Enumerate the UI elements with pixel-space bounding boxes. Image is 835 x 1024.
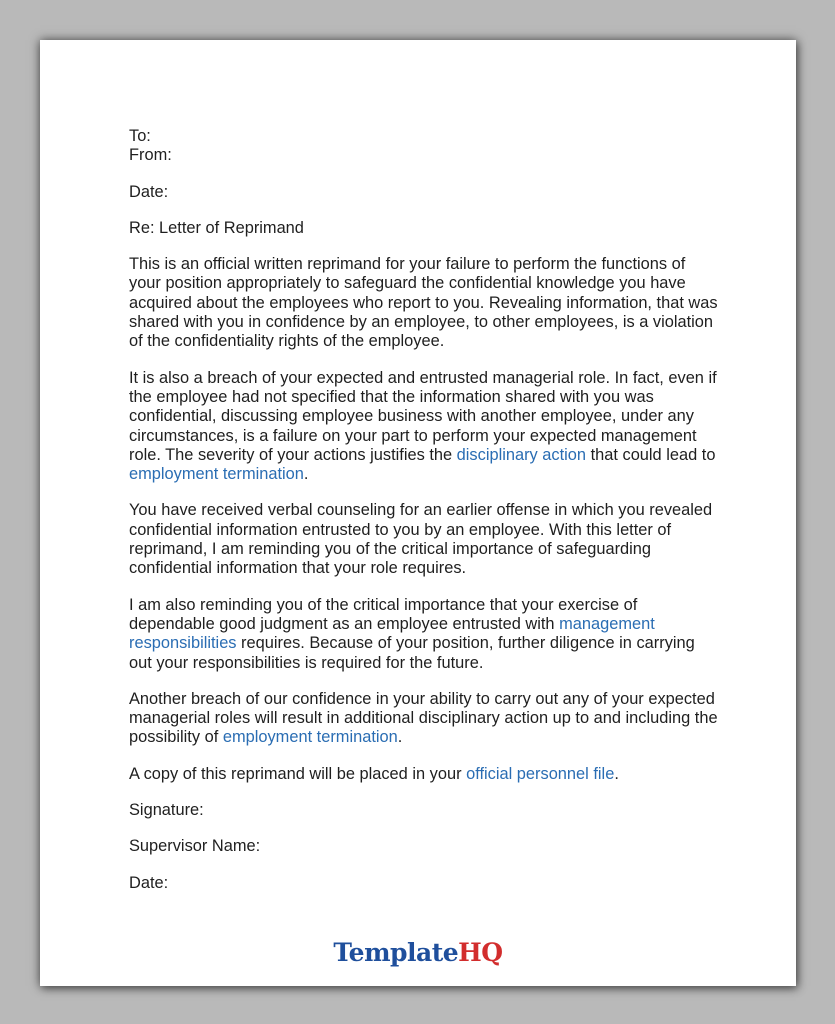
closing-date-line: Date: [129,873,169,892]
paragraph-4 [129,596,719,673]
letter-body [129,127,719,910]
paragraph-5-text-b: . [397,728,403,747]
paragraph-6 [129,765,719,784]
paragraph-5 [129,690,719,748]
management-responsibilities-link[interactable]: management responsibilities [129,614,655,653]
logo-part-hq: HQ [458,938,503,967]
logo-part-template: Template [333,938,459,967]
employment-termination-link[interactable]: employment termination [129,465,304,484]
paragraph-2-text-c: . [303,465,309,484]
paragraph-6-text-a: A copy of this reprimand will be placed in your [129,764,467,783]
paragraph-2 [129,369,719,485]
paragraph-2-text-b: that could lead to [586,445,716,464]
paragraph-2-text-a: It is also a breach of your expected and entrusted managerial role. In fact, even if the employee had not specified that the information shared with you was confidential, discussing employee business with another employee, under any circumstances, is a failure on your part to perform your expected management role. The severity of your actions justifies the [129,368,717,464]
paragraph-1: This is an official written reprimand for your failure to perform the functions of your position appropriately to safeguard the confidential knowledge you have acquired about the employees who report to you. Revealing information, that was shared with you in confidence by an employee, to other employees, is a violation of the confidentiality rights of the employee. [129,255,718,351]
disciplinary-action-link[interactable]: disciplinary action [456,445,587,464]
supervisor-name-line: Supervisor Name: [129,837,261,856]
to-line: To: [129,127,151,145]
from-line: From: [129,146,172,165]
paragraph-4-text-a: I am also reminding you of the critical importance that your exercise of dependable good judgment as an employee entrusted with [129,595,638,633]
paragraph-3: You have received verbal counseling for an earlier offense in which you revealed confidential information entrusted to you by an employee. With this letter of reprimand, I am reminding you of the critical importance of safeguarding confidential information that your role requires. [129,501,713,578]
subject-line: Re: Letter of Reprimand [129,218,304,237]
signature-line: Signature: [129,801,204,820]
paragraph-4-text-b: requires. Because of your position, further diligence in carrying out your responsibilities is required for the future. [129,634,695,672]
date-line: Date: [129,182,169,201]
paragraph-6-text-b: . [614,764,619,783]
document-page [40,40,796,986]
employment-termination-link-2[interactable]: employment termination [222,728,398,747]
templatehq-logo [40,938,796,967]
paragraph-5-text-a: Another breach of our confidence in your ability to carry out any of your expected managerial roles will result in additional disciplinary action up to and including the possibility of [129,689,718,747]
official-personnel-file-link[interactable]: official personnel file [466,764,615,783]
